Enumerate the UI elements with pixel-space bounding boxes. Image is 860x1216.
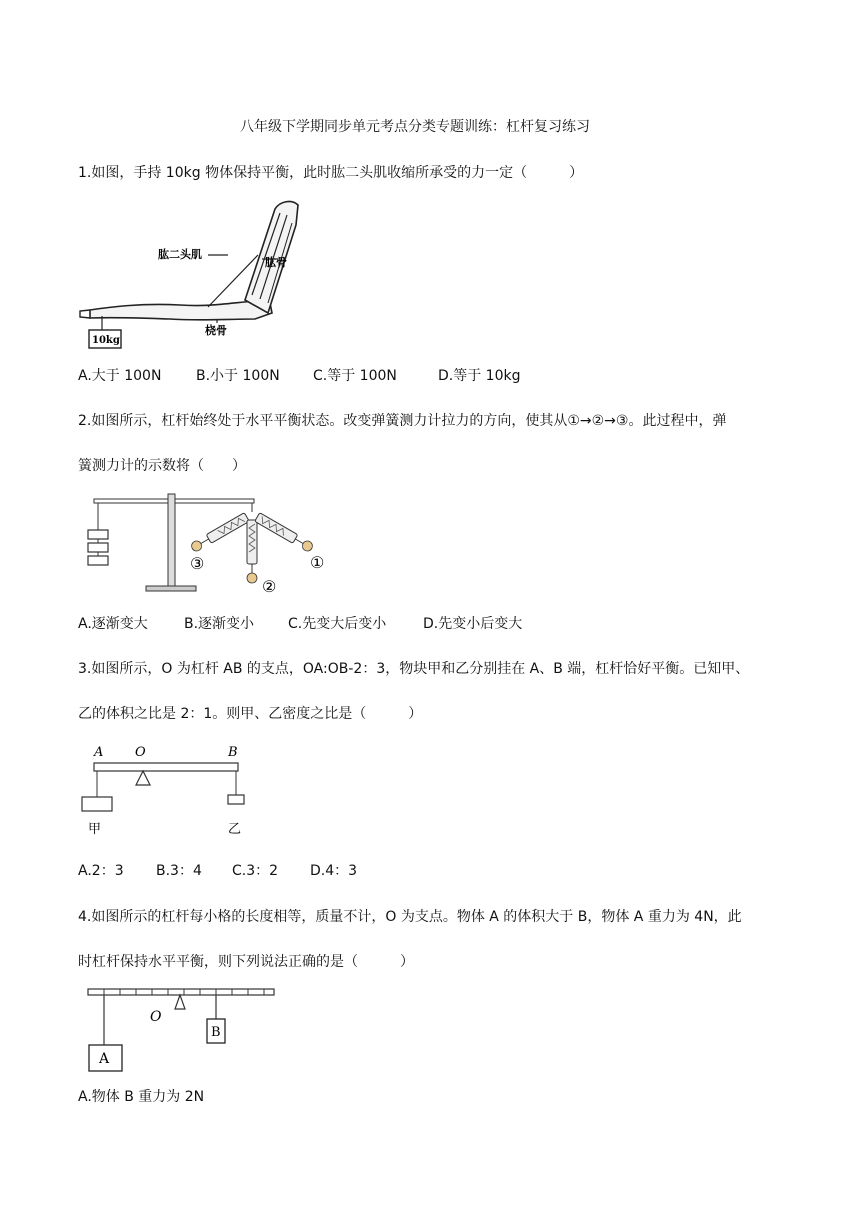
q3-option-c: C.3：2 xyxy=(232,863,279,879)
q3-option-d: D.4：3 xyxy=(310,863,358,879)
question-3-stem-line1: 3.如图所示，O 为杠杆 AB 的支点，OA:OB-2：3，物块甲和乙分别挂在 A、B 端，杠杆恰好平衡。已知甲、 xyxy=(78,661,750,677)
q4-lever-figure xyxy=(84,985,284,1075)
question-4-stem-line1: 4.如图所示的杠杆每小格的长度相等，质量不计，O 为支点。物体 A 的体积大于 B，物体 A 重力为 4N，此 xyxy=(78,909,742,925)
question-3-stem-line2: 乙的体积之比是 2：1。则甲、乙密度之比是（ ） xyxy=(78,706,423,722)
q2-option-a: A.逐渐变大 xyxy=(78,616,148,632)
label-b: B xyxy=(228,745,238,760)
question-2-stem-line2: 簧测力计的示数将（ ） xyxy=(78,458,246,474)
weight-label: 10kg xyxy=(92,335,120,346)
q4-label-b: B xyxy=(211,1025,221,1040)
radius-label: 桡骨 xyxy=(205,324,227,337)
label-a: A xyxy=(94,745,104,760)
muscle-label: 肱二头肌 xyxy=(158,248,202,261)
q3-option-a: A.2：3 xyxy=(78,863,124,879)
label-yi: 乙 xyxy=(228,822,242,837)
humerus-label: 肱骨 xyxy=(265,256,287,269)
q3-option-b: B.3：4 xyxy=(156,863,202,879)
question-4-stem-line2: 时杠杆保持水平平衡，则下列说法正确的是（ ） xyxy=(78,954,414,970)
circle-2-label: ② xyxy=(262,577,277,596)
q4-option-a: A.物体 B 重力为 2N xyxy=(78,1089,205,1105)
page-title: 八年级下学期同步单元考点分类专题训练：杠杆复习练习 xyxy=(240,119,590,135)
q4-label-o: O xyxy=(150,1009,162,1025)
circle-1-label: ① xyxy=(310,553,325,572)
q3-lever-figure xyxy=(78,740,258,840)
q4-label-a: A xyxy=(99,1051,110,1067)
q1-option-b: B.小于 100N xyxy=(196,368,280,384)
q2-option-c: C.先变大后变小 xyxy=(288,616,387,632)
q1-option-c: C.等于 100N xyxy=(313,368,397,384)
circle-3-label: ③ xyxy=(190,554,205,573)
q2-lever-figure xyxy=(84,492,344,602)
q1-arm-figure xyxy=(80,195,340,355)
q1-option-a: A.大于 100N xyxy=(78,368,162,384)
question-1-stem: 1.如图，手持 10kg 物体保持平衡，此时肱二头肌收缩所承受的力一定（ ） xyxy=(78,165,584,181)
label-o: O xyxy=(135,745,146,760)
q1-option-d: D.等于 10kg xyxy=(438,368,521,384)
q2-option-d: D.先变小后变大 xyxy=(423,616,523,632)
question-2-stem-line1: 2.如图所示，杠杆始终处于水平平衡状态。改变弹簧测力计拉力的方向，使其从①→②→③。此过程中，弹 xyxy=(78,413,727,429)
label-jia: 甲 xyxy=(88,822,102,837)
q2-option-b: B.逐渐变小 xyxy=(184,616,255,632)
